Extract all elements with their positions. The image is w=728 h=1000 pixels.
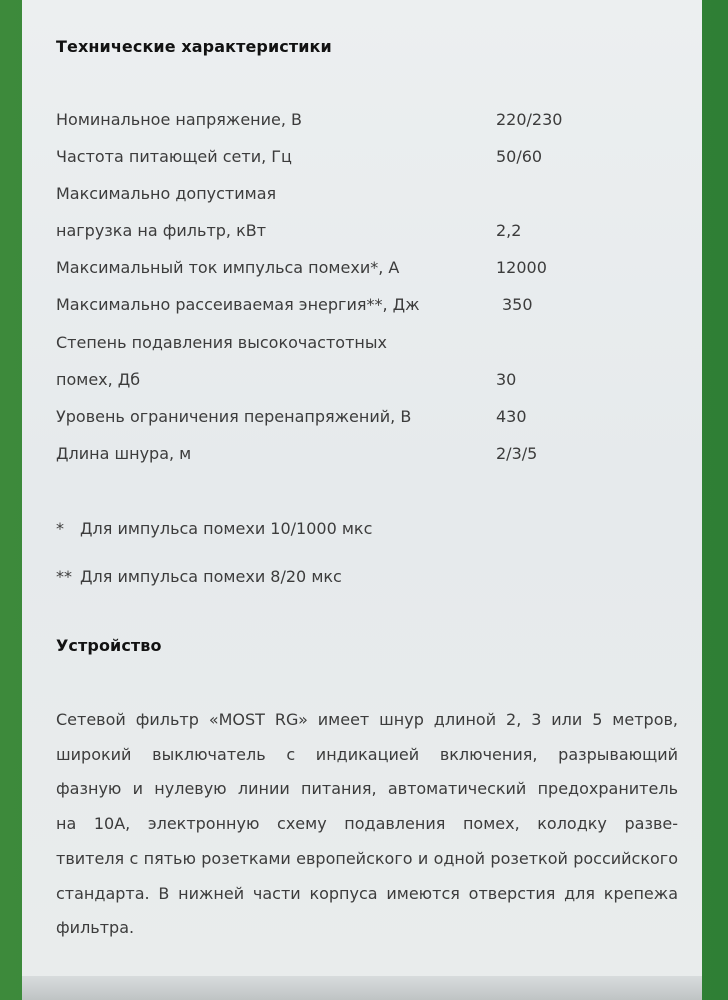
footnote	[56, 516, 372, 542]
description-line: широкий выключатель с индикацией включения, разрывающий	[56, 744, 678, 764]
description-line: твителя с пятью розетками европейского и одной розеткой российского	[56, 848, 678, 868]
spec-value: 50/60	[496, 147, 543, 166]
spec-row	[56, 292, 656, 318]
spec-label: Максимально рассеиваемая энергия**, Дж	[56, 295, 420, 314]
footnote-mark: **	[56, 567, 72, 586]
spec-label: Степень подавления высокочастотных	[56, 333, 387, 352]
spec-value: 30	[496, 370, 517, 389]
spec-label: Уровень ограничения перенапряжений, В	[56, 407, 412, 426]
spec-value: 2,2	[496, 221, 522, 240]
specs-title: Технические характеристики	[56, 37, 332, 56]
spec-row	[56, 404, 656, 430]
spec-value: 2/3/5	[496, 444, 538, 463]
description-line: фильтра.	[56, 918, 135, 938]
spec-value: 350	[502, 295, 533, 314]
footnote-mark: *	[56, 519, 64, 538]
description-line: на 10А, электронную схему подавления помех, колодку разве-	[56, 814, 678, 834]
description-line: Сетевой фильтр «MOST RG» имеет шнур длиной 2, 3 или 5 метров,	[56, 710, 678, 729]
spec-row	[56, 107, 656, 133]
spec-value: 12000	[496, 258, 547, 277]
footnote-text: Для импульса помехи 10/1000 мкс	[80, 519, 373, 538]
spec-label: нагрузка на фильтр, кВт	[56, 221, 267, 240]
spec-value: 430	[496, 407, 527, 426]
device-description	[56, 703, 678, 946]
spec-label: Максимальный ток импульса помехи*, А	[56, 258, 400, 277]
spec-value: 220/230	[496, 110, 563, 129]
spec-row	[56, 330, 656, 356]
description-line: фазную и нулевую линии питания, автоматический предохранитель	[56, 779, 678, 799]
spec-label: Частота питающей сети, Гц	[56, 147, 292, 166]
device-title: Устройство	[56, 636, 162, 655]
document-page	[22, 0, 702, 976]
footnote-text: Для импульса помехи 8/20 мкс	[80, 567, 342, 586]
spec-row	[56, 181, 656, 207]
page-bottom-edge	[22, 976, 702, 1000]
spec-label: Максимально допустимая	[56, 184, 277, 203]
spec-row	[56, 367, 656, 393]
spec-row	[56, 441, 656, 467]
spec-row	[56, 218, 656, 244]
spec-row	[56, 255, 656, 281]
spec-label: Номинальное напряжение, В	[56, 110, 303, 129]
spec-row	[56, 144, 656, 170]
footnote	[56, 564, 342, 590]
spec-label: помех, Дб	[56, 370, 141, 389]
description-line: стандарта. В нижней части корпуса имеются отверстия для крепежа	[56, 883, 678, 903]
spec-label: Длина шнура, м	[56, 444, 192, 463]
